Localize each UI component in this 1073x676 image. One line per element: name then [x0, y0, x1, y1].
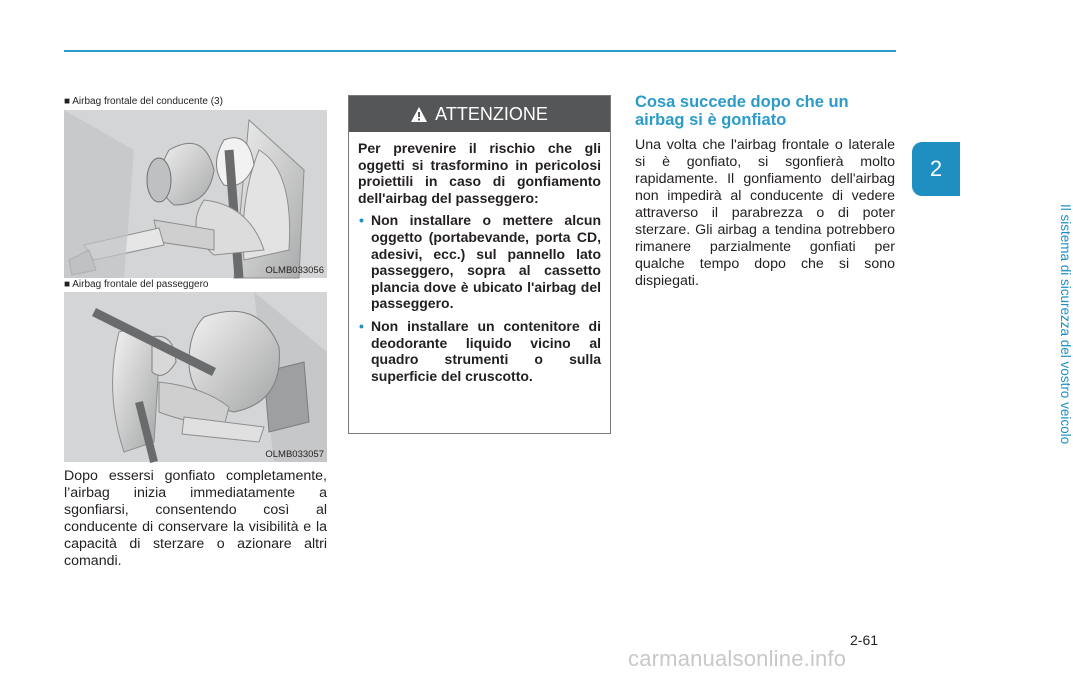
warning-title: ATTENZIONE — [435, 103, 548, 124]
watermark: carmanualsonline.info — [628, 646, 847, 671]
warning-triangle-icon — [411, 107, 427, 122]
warning-box — [348, 95, 611, 434]
chapter-number: 2 — [929, 156, 943, 181]
section-title: Cosa succede dopo che un airbag si è gonfiato — [635, 93, 849, 129]
page-number: 2-61 — [850, 632, 879, 648]
figure-code-driver: OLMB033056 — [265, 265, 324, 276]
warning-list — [358, 212, 601, 384]
driver-airbag-illustration — [64, 110, 327, 278]
top-rule — [64, 50, 896, 52]
passenger-airbag-illustration — [64, 292, 327, 462]
figure-code-passenger: OLMB033057 — [265, 449, 324, 460]
figure-caption-passenger: ■ Airbag frontale del passeggero — [64, 279, 209, 290]
warning-header — [349, 96, 610, 132]
figure-passenger-airbag — [64, 292, 327, 462]
warning-item: • Non installare o mettere alcun oggetto (portabevande, porta CD, adesivi, ecc.) sul pannello lato passeggero, sopra al cassetto plancia dove è ubicato l'airbag del passeggero. — [358, 212, 601, 312]
warning-intro: Per prevenire il rischio che gli oggetti si trasformino in pericolosi proiettili in caso di gonfiamento dell'airbag del passeggero: — [358, 140, 601, 206]
section-paragraph: Una volta che l'airbag frontale o laterale si è gonfiato, si sgonfierà molto rapidamente. Il gonfiamento dell'airbag non impedirà al conducente di vedere attraverso il parabrezza o di poter sterzare. Gli airbag a tendina potrebbero rimanere parzialmente gonfiati per qualche tempo dopo che si sono dispiegati. — [635, 137, 895, 289]
chapter-side-label — [936, 204, 1073, 464]
warning-body — [349, 132, 610, 384]
left-paragraph: Dopo essersi gonfiato completamente, l’airbag inizia immediatamente a sgonfiarsi, consentendo così al conducente di conservare la visibilità e la capacità di sterzare o azionare altri comandi. — [64, 468, 327, 569]
figure-caption-driver: ■ Airbag frontale del conducente (3) — [64, 96, 223, 107]
warning-item: • Non installare un contenitore di deodorante liquido vicino al quadro strumenti o sulla superficie del cruscotto. — [358, 318, 601, 384]
chapter-title: Il sistema di sicurezza del vostro veicolo — [1057, 204, 1073, 445]
figure-driver-airbag — [64, 110, 327, 278]
chapter-tab — [912, 142, 960, 196]
